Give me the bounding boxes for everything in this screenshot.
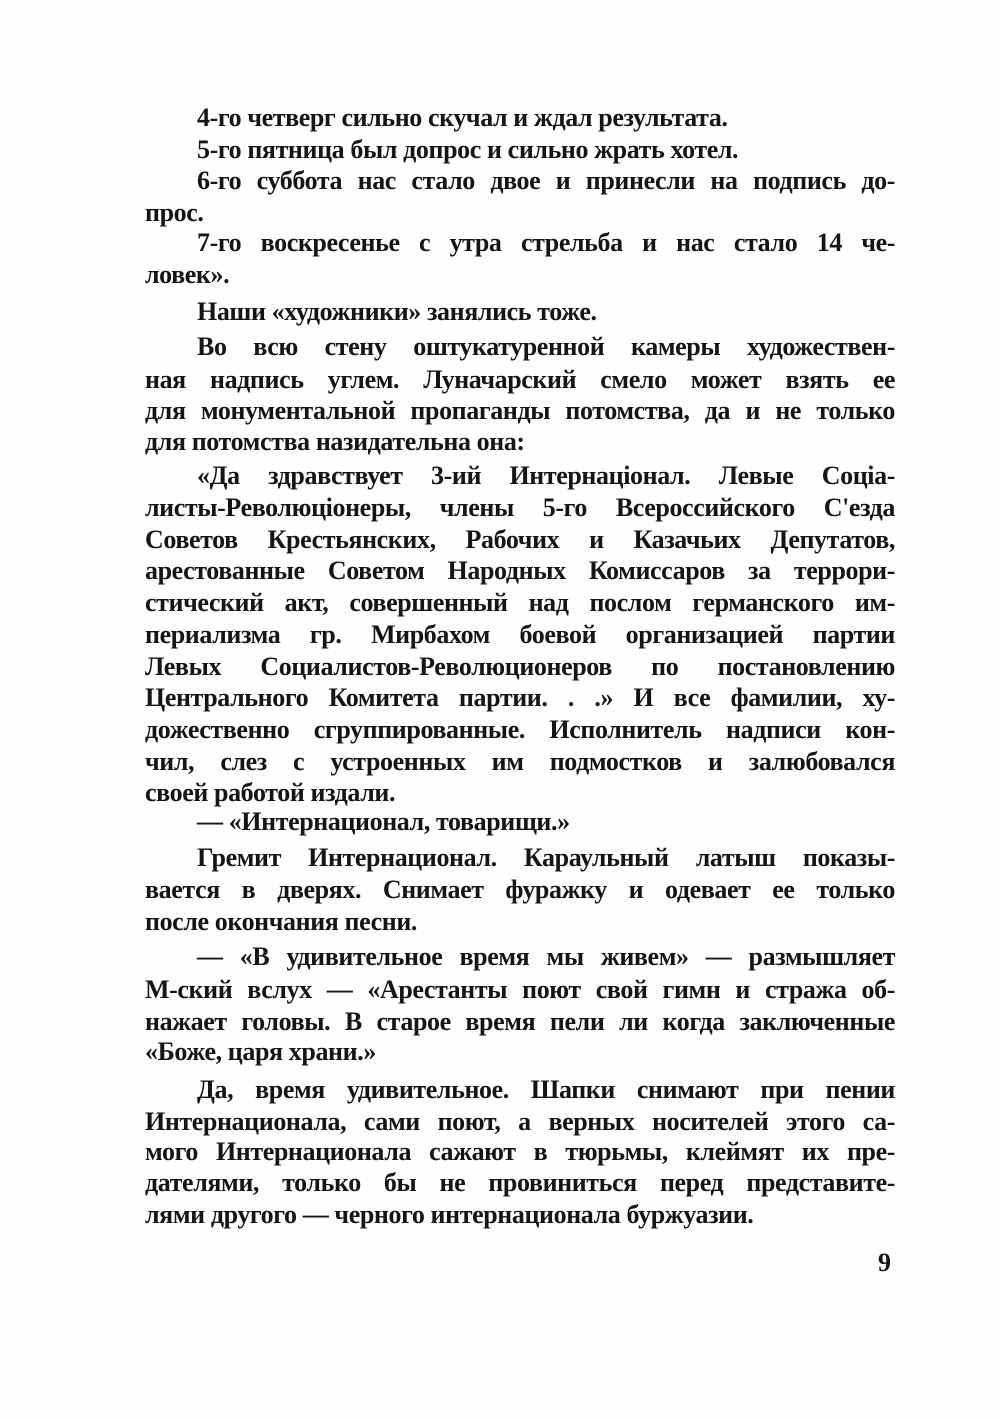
text-line: Во всю стену оштукатуренной камеры художествен- [197, 332, 895, 361]
text-line: ловек». [145, 260, 230, 289]
text-line: 4-го четверг сильно скучал и ждал результата. [197, 103, 728, 132]
text-line: вается в дверях. Снимает фуражку и одевает ее только [145, 875, 895, 904]
text-line: для потомства назидательна она: [145, 427, 525, 456]
text-line: ная надпись углем. Луначарский смело может взять ее [145, 365, 895, 394]
text-line: после окончания песни. [145, 907, 417, 936]
text-line: арестованные Советом Народных Комиссаров за террори- [145, 556, 895, 585]
text-line: Интернационала, сами поют, а верных носителей этого са- [145, 1107, 895, 1136]
text-line: Центрального Комитета партии. . .» И все фамилии, ху- [145, 683, 895, 712]
text-line: 6-го суббота нас стало двое и принесли на подпись до- [197, 166, 895, 195]
text-line: Наши «художники» занялись тоже. [197, 297, 597, 326]
text-line: дожественно сгруппированные. Исполнитель надписи кон- [145, 715, 895, 744]
text-line: нажает головы. В старое время пели ли когда заключенные [145, 1007, 895, 1036]
text-line: Советов Крестьянских, Рабочих и Казачьих Депутатов, [145, 525, 895, 554]
text-line: чил, слез с устроенных им подмостков и залюбовался [145, 747, 895, 776]
text-line: мого Интернационала сажают в тюрьмы, клеймят их пре- [145, 1137, 895, 1166]
text-line: — «В удивительное время мы живем» — размышляет [197, 942, 895, 971]
text-line: Гремит Интернационал. Караульный латыш показы- [197, 843, 895, 872]
text-line: «Да здравствует 3-ий Интернацiонал. Левые Соцiа- [197, 461, 895, 490]
text-line: 7-го воскресенье с утра стрельба и нас стало 14 че- [197, 228, 895, 257]
text-line: для монументальной пропаганды потомства, да и не только [145, 396, 895, 425]
text-line: — «Интернационал, товарищи.» [197, 807, 570, 836]
text-line: лями другого — черного интернационала буржуазии. [145, 1200, 754, 1229]
text-line: «Боже, царя храни.» [145, 1037, 376, 1066]
page-number: 9 [878, 1248, 891, 1277]
text-line: дателями, только бы не провиниться перед представите- [145, 1168, 895, 1197]
text-line: периализма гр. Мирбахом боевой организацией партии [145, 620, 895, 649]
text-line: листы-Революцiонеры, члены 5-го Всероссийского С'езда [145, 493, 895, 522]
text-line: своей работой издали. [145, 778, 396, 807]
text-line: Да, время удивительное. Шапки снимают при пении [197, 1075, 895, 1104]
text-line: стический акт, совершенный над послом германского им- [145, 588, 895, 617]
text-line: прос. [145, 198, 204, 227]
text-line: 5-го пятница был допрос и сильно жрать хотел. [197, 135, 739, 164]
text-line: Левых Социалистов-Революционеров по постановлению [145, 652, 895, 681]
text-line: М-ский вслух — «Арестанты поют свой гимн и стража об- [145, 975, 895, 1004]
